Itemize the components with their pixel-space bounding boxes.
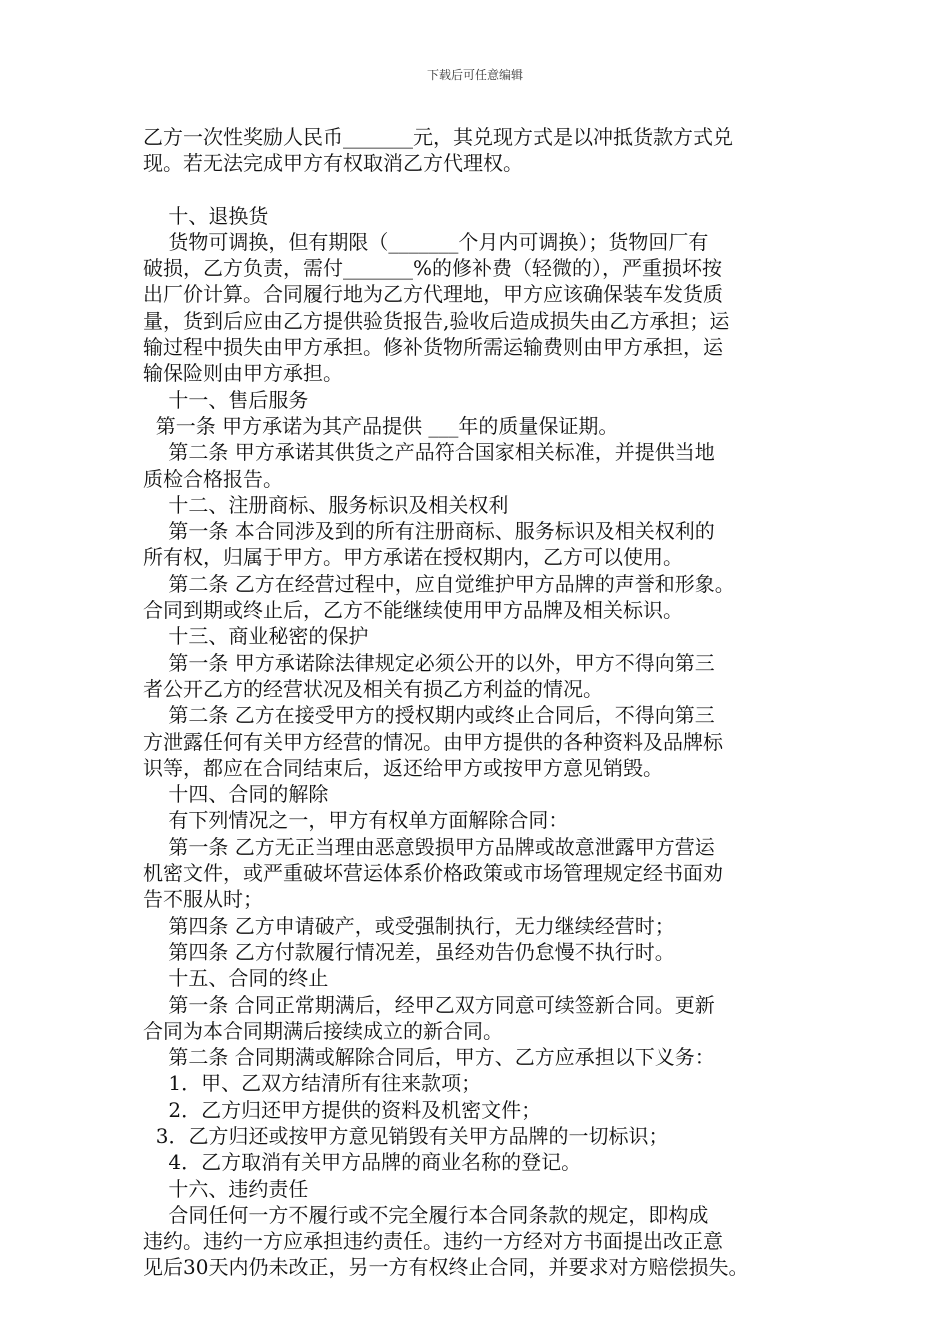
text-line: 第一条 甲方承诺为其产品提供 ___年的质量保证期。 [143,413,619,438]
text-line: 十五、合同的终止 [143,966,329,991]
text-line: 量，货到后应由乙方提供验货报告,验收后造成损失由乙方承担；运 [143,308,730,333]
text-line: 方泄露任何有关甲方经营的情况。由甲方提供的各种资料及品牌标 [143,729,723,754]
document-body [143,124,823,1281]
text-line: 合同为本合同期满后接续成立的新合同。 [143,1018,503,1043]
text-line: 者公开乙方的经营状况及相关有损乙方利益的情况。 [143,676,603,701]
text-line: 1．甲、乙双方结清所有往来款项； [143,1071,482,1096]
text-line: 第一条 甲方承诺除法律规定必须公开的以外，甲方不得向第三 [143,650,715,675]
text-line: 十六、违约责任 [143,1176,309,1201]
text-line: 输保险则由甲方承担。 [143,361,343,386]
text-line: 告不服从时； [143,887,263,912]
text-line: 十四、合同的解除 [143,782,329,807]
text-line: 见后30天内仍未改正，另一方有权终止合同，并要求对方赔偿损失。 [143,1255,749,1280]
text-line: 现。若无法完成甲方有权取消乙方代理权。 [143,151,523,176]
text-line: 第二条 乙方在接受甲方的授权期内或终止合同后，不得向第三 [143,703,715,728]
text-line: 十二、注册商标、服务标识及相关权利 [143,492,509,517]
text-line: 所有权，归属于甲方。甲方承诺在授权期内，乙方可以使用。 [143,545,683,570]
text-line: 第二条 甲方承诺其供货之产品符合国家相关标准，并提供当地 [143,440,715,465]
text-line: 合同到期或终止后，乙方不能继续使用甲方品牌及相关标识。 [143,598,683,623]
text-line: 第四条 乙方申请破产，或受强制执行，无力继续经营时； [143,913,675,938]
text-line: 有下列情况之一，甲方有权单方面解除合同： [143,808,569,833]
text-line: 破损，乙方负责，需付_______%的修补费（轻微的），严重损坏按 [143,256,723,281]
text-line: 出厂价计算。合同履行地为乙方代理地，甲方应该确保装车发货质 [143,282,723,307]
text-line: 质检合格报告。 [143,466,283,491]
text-line: 机密文件，或严重破坏营运体系价格政策或市场管理规定经书面劝 [143,861,723,886]
text-line: 4．乙方取消有关甲方品牌的商业名称的登记。 [143,1150,582,1175]
text-line: 识等，都应在合同结束后，返还给甲方或按甲方意见销毁。 [143,755,663,780]
text-line: 合同任何一方不履行或不完全履行本合同条款的规定，即构成 [143,1202,709,1227]
text-line: 第一条 乙方无正当理由恶意毁损甲方品牌或故意泄露甲方营运 [143,834,715,859]
blank-line [143,177,823,203]
text-line: 违约。违约一方应承担违约责任。违约一方经对方书面提出改正意 [143,1229,723,1254]
text-line: 第一条 本合同涉及到的所有注册商标、服务标识及相关权利的 [143,519,715,544]
text-line: 货物可调换，但有期限（_______个月内可调换）；货物回厂有 [143,229,709,254]
text-line: 十三、商业秘密的保护 [143,624,369,649]
page-header: 下载后可任意编辑 [426,68,523,82]
text-line: 十、退换货 [143,203,269,228]
text-line: 第二条 乙方在经营过程中，应自觉维护甲方品牌的声誉和形象。 [143,571,735,596]
text-line: 第一条 合同正常期满后，经甲乙双方同意可续签新合同。更新 [143,992,715,1017]
text-line: 2．乙方归还甲方提供的资料及机密文件； [143,1097,542,1122]
text-line: 十一、售后服务 [143,387,309,412]
text-line: 第二条 合同期满或解除合同后，甲方、乙方应承担以下义务： [143,1045,715,1070]
text-line: 3．乙方归还或按甲方意见销毁有关甲方品牌的一切标识； [143,1123,669,1148]
text-line: 乙方一次性奖励人民币_______元，其兑现方式是以冲抵货款方式兑 [143,125,733,149]
text-line: 第四条 乙方付款履行情况差，虽经劝告仍怠慢不执行时。 [143,939,675,964]
text-line: 输过程中损失由甲方承担。修补货物所需运输费则由甲方承担，运 [143,335,723,360]
